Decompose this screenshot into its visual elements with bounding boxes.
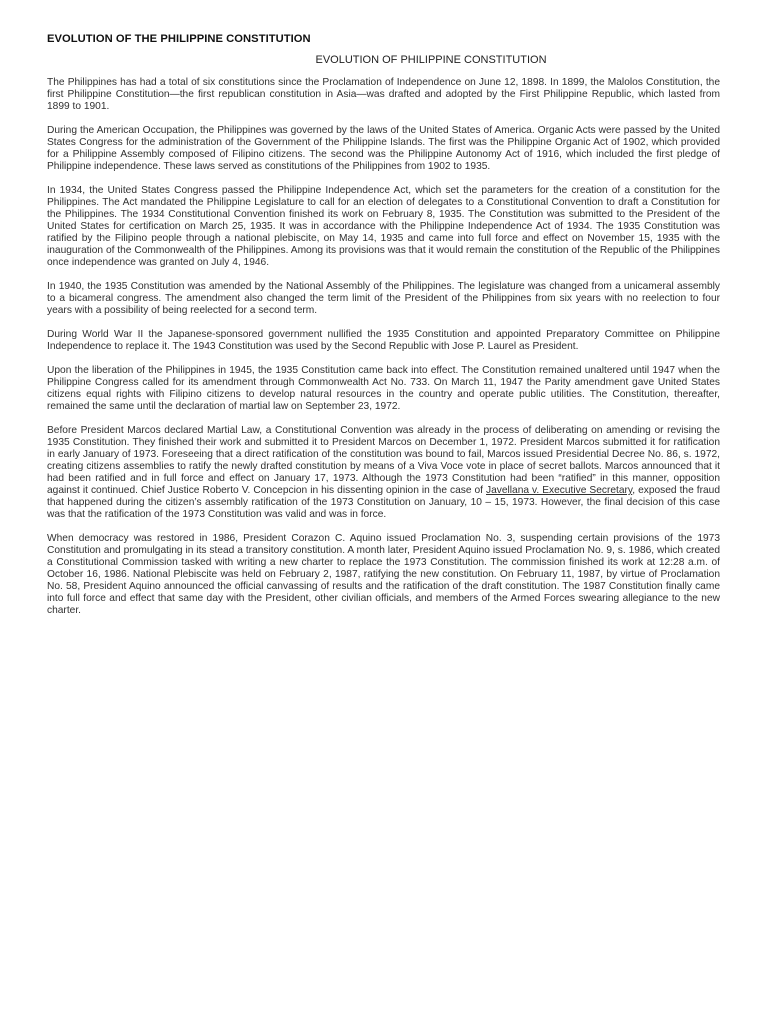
paragraph-1935-constitution: In 1934, the United States Congress passed the Philippine Independence Act, which set the parameters for the creation of a constitution for the Philippines. The Act mandated the Philippine Legislature to call for an election of delegates to a Constitutional Convention to draft a Constitution for the Philippines. The 1934 Constitutional Convention finished its work on February 8, 1935. The Constitution was submitted to the President of the United States for certification on March 25, 1935. It was in accordance with the Philippine Independence Act of 1934. The 1935 Constitution was ratified by the Filipino people through a national plebiscite, on May 14, 1935 and came into full force and effect on November 15, 1935 with the inauguration of the Commonwealth of the Philippines. Among its provisions was that it would remain the constitution of the Republic of the Philippines once independence was granted on July 4, 1946. [47, 185, 720, 268]
document-subtitle: EVOLUTION OF PHILIPPINE CONSTITUTION [315, 54, 547, 66]
javellana-case-link[interactable]: Javellana v. Executive Secretary [486, 485, 633, 496]
paragraph-1940-amendment: In 1940, the 1935 Constitution was amended by the National Assembly of the Philippines. The legislature was changed from a unicameral assembly to a bicameral congress. The amendment also changed the term limit of the President of the Philippines from six years with no reelection to four years with a possibility of being reelected for a second term. [47, 281, 720, 316]
paragraph-liberation: Upon the liberation of the Philippines in 1945, the 1935 Constitution came back into effect. The Constitution remained unaltered until 1947 when the Philippine Congress called for its amendment through Commonwealth Act No. 733. On March 11, 1947 the Parity amendment gave United States citizens equal rights with Filipino citizens to develop natural resources in the country and operate public utilities. The Constitution, thereafter, remained the same until the declaration of martial law on September 23, 1972. [47, 365, 720, 412]
martial-law-text-after-link: , exposed the fraud that happened during the citizen’s assembly ratification of the 1973 Constitution on January, 10 – 15, 1973. However, the final decision of this case was that the ratification of the 1973 Constitution was valid and was in force. [47, 485, 720, 520]
document-title: EVOLUTION OF THE PHILIPPINE CONSTITUTION [47, 33, 311, 45]
martial-law-text-before-link: Before President Marcos declared Martial Law, a Constitutional Convention was already in the process of deliberating on amending or revising the 1935 Constitution. They finished their work and submitted it to President Marcos on December 1, 1972. President Marcos submitted it for ratification in early January of 1973. Foreseeing that a direct ratification of the constitution was bound to fail, Marcos issued Presidential Decree No. 86, s. 1972, creating citizens assemblies to ratify the newly drafted constitution by means of a Viva Voce vote in place of secret ballots. Marcos announced that it had been ratified and in full force and effect on January 17, 1973. Although the 1973 Constitution had been “ratified” in this manner, opposition against it continued. Chief Justice Roberto V. Concepcion in his dissenting opinion in the case of [47, 425, 720, 496]
paragraph-martial-law [47, 425, 720, 521]
paragraph-1987-constitution: When democracy was restored in 1986, President Corazon C. Aquino issued Proclamation No. 3, suspending certain provisions of the 1973 Constitution and promulgating in its stead a transitory constitution. A month later, President Aquino issued Proclamation No. 9, s. 1986, which created a Constitutional Commission tasked with writing a new charter to replace the 1973 Constitution. The commission finished its work at 12:28 a.m. of October 16, 1986. National Plebiscite was held on February 2, 1987, ratifying the new constitution. On February 11, 1987, by virtue of Proclamation No. 58, President Aquino announced the official canvassing of results and the ratification of the draft constitution. The 1987 Constitution finally came into full force and effect that same day with the President, other civilian officials, and members of the Armed Forces swearing allegiance to the new charter. [47, 533, 720, 616]
paragraph-american-occupation: During the American Occupation, the Philippines was governed by the laws of the United States of America. Organic Acts were passed by the United States Congress for the administration of the Government of the Philippine Islands. The first was the Philippine Organic Act of 1902, which provided for a Philippine Assembly composed of Filipino citizens. The second was the Philippine Autonomy Act of 1916, which included the first pledge of Philippine independence. These laws served as constitutions of the Philippines from 1902 to 1935. [47, 125, 720, 172]
paragraph-six-constitutions: The Philippines has had a total of six constitutions since the Proclamation of Independence on June 12, 1898. In 1899, the Malolos Constitution, the first Philippine Constitution—the first republican constitution in Asia—was drafted and adopted by the First Philippine Republic, which lasted from 1899 to 1901. [47, 77, 720, 112]
paragraph-world-war-ii: During World War II the Japanese-sponsored government nullified the 1935 Constitution and appointed Preparatory Committee on Philippine Independence to replace it. The 1943 Constitution was used by the Second Republic with Jose P. Laurel as President. [47, 329, 720, 352]
